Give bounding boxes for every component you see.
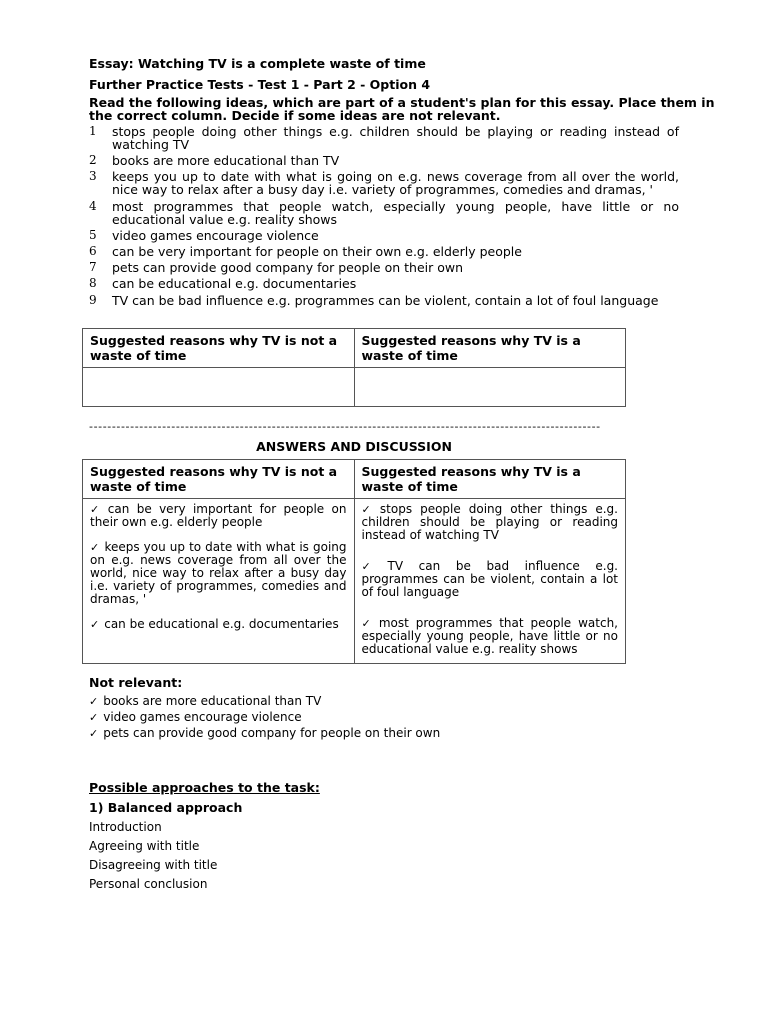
list-item xyxy=(89,125,679,151)
answers-cell-not-waste xyxy=(83,499,355,664)
check-icon: ✓ xyxy=(90,618,100,631)
check-icon: ✓ xyxy=(361,617,374,630)
header-waste: Suggested reasons why TV is a waste of time xyxy=(354,329,626,368)
ideas-list xyxy=(89,125,679,310)
blank-cell-not-waste[interactable] xyxy=(83,368,355,407)
answer-item: ✓ keeps you up to date with what is going on e.g. news coverage from all over the world, nice way to relax after a busy day i.e. variety of programmes, comedies and dramas, ' xyxy=(90,540,347,606)
blank-answer-table xyxy=(82,328,626,407)
not-relevant-heading: Not relevant: xyxy=(89,675,183,690)
approach-step: Agreeing with title xyxy=(89,839,200,853)
answers-header-waste: Suggested reasons why TV is a waste of time xyxy=(354,460,626,499)
item-text: can be educational e.g. documentaries xyxy=(112,276,357,292)
item-number: 4 xyxy=(89,198,97,213)
blank-cell-waste[interactable] xyxy=(354,368,626,407)
check-icon: ✓ xyxy=(90,541,100,554)
list-item xyxy=(89,154,679,167)
item-text: TV can be bad influence e.g. programmes can be violent, contain a lot of foul language xyxy=(112,292,659,308)
header-not-waste: Suggested reasons why TV is not a waste of time xyxy=(83,329,355,368)
approach-1-title: 1) Balanced approach xyxy=(89,800,243,815)
list-item xyxy=(89,294,679,307)
item-number: 6 xyxy=(89,243,97,258)
list-item xyxy=(89,245,679,258)
item-number: 7 xyxy=(89,260,97,275)
test-subtitle: Further Practice Tests - Test 1 - Part 2 - Option 4 xyxy=(89,77,431,92)
answers-table xyxy=(82,459,626,664)
list-item: ✓ books are more educational than TV xyxy=(89,694,322,708)
approach-step: Introduction xyxy=(89,820,162,834)
item-text: keeps you up to date with what is going on e.g. news coverage from all over the world, nice way to relax after a busy day i.e. variety of programmes, comedies and dramas, ' xyxy=(112,169,679,198)
list-item: ✓ pets can provide good company for people on their own xyxy=(89,726,441,740)
check-icon: ✓ xyxy=(89,695,99,708)
list-item xyxy=(89,261,679,274)
item-text: video games encourage violence xyxy=(112,227,319,243)
item-number: 2 xyxy=(89,153,97,168)
item-text: books are more educational than TV xyxy=(112,153,340,169)
instructions-line-2: the correct column. Decide if some ideas are not relevant. xyxy=(89,108,501,123)
answer-item: ✓ TV can be bad influence e.g. programmes can be violent, contain a lot of foul language xyxy=(361,559,618,599)
instructions-line-1: Read the following ideas, which are part of a student's plan for this essay. Place them in xyxy=(89,95,715,110)
item-text: stops people doing other things e.g. children should be playing or reading instead of watching TV xyxy=(112,124,679,152)
list-item xyxy=(89,277,679,290)
item-text: pets can provide good company for people on their own xyxy=(112,260,464,276)
item-number: 1 xyxy=(89,124,97,138)
approach-step: Disagreeing with title xyxy=(89,858,218,872)
list-item xyxy=(89,200,679,226)
check-icon: ✓ xyxy=(89,711,99,724)
item-number: 5 xyxy=(89,227,97,242)
check-icon: ✓ xyxy=(361,560,383,573)
check-icon: ✓ xyxy=(361,503,375,516)
essay-title: Essay: Watching TV is a complete waste of time xyxy=(89,56,426,71)
list-item xyxy=(89,170,679,196)
approach-step: Personal conclusion xyxy=(89,877,208,891)
answer-item: ✓ can be educational e.g. documentaries xyxy=(90,617,339,631)
approaches-heading: Possible approaches to the task: xyxy=(89,780,320,795)
separator-line: ---------------------------------------------------------------------------------------------------------------- xyxy=(89,420,601,433)
list-item xyxy=(89,229,679,242)
list-item: ✓ video games encourage violence xyxy=(89,710,302,724)
answer-item: ✓ stops people doing other things e.g. children should be playing or reading instead of watching TV xyxy=(361,502,618,542)
item-number: 8 xyxy=(89,276,97,291)
check-icon: ✓ xyxy=(90,503,103,516)
item-number: 9 xyxy=(89,292,97,307)
item-text: can be very important for people on their own e.g. elderly people xyxy=(112,243,522,259)
item-number: 3 xyxy=(89,169,97,184)
answer-item: ✓ most programmes that people watch, especially young people, have little or no educational value e.g. reality shows xyxy=(361,616,618,656)
answers-cell-waste xyxy=(354,499,626,664)
check-icon: ✓ xyxy=(89,727,99,740)
answers-heading: ANSWERS AND DISCUSSION xyxy=(256,439,452,454)
answers-header-not-waste: Suggested reasons why TV is not a waste of time xyxy=(83,460,355,499)
item-text: most programmes that people watch, especially young people, have little or no educational value e.g. reality shows xyxy=(112,198,679,227)
answer-item: ✓ can be very important for people on their own e.g. elderly people xyxy=(90,502,347,529)
